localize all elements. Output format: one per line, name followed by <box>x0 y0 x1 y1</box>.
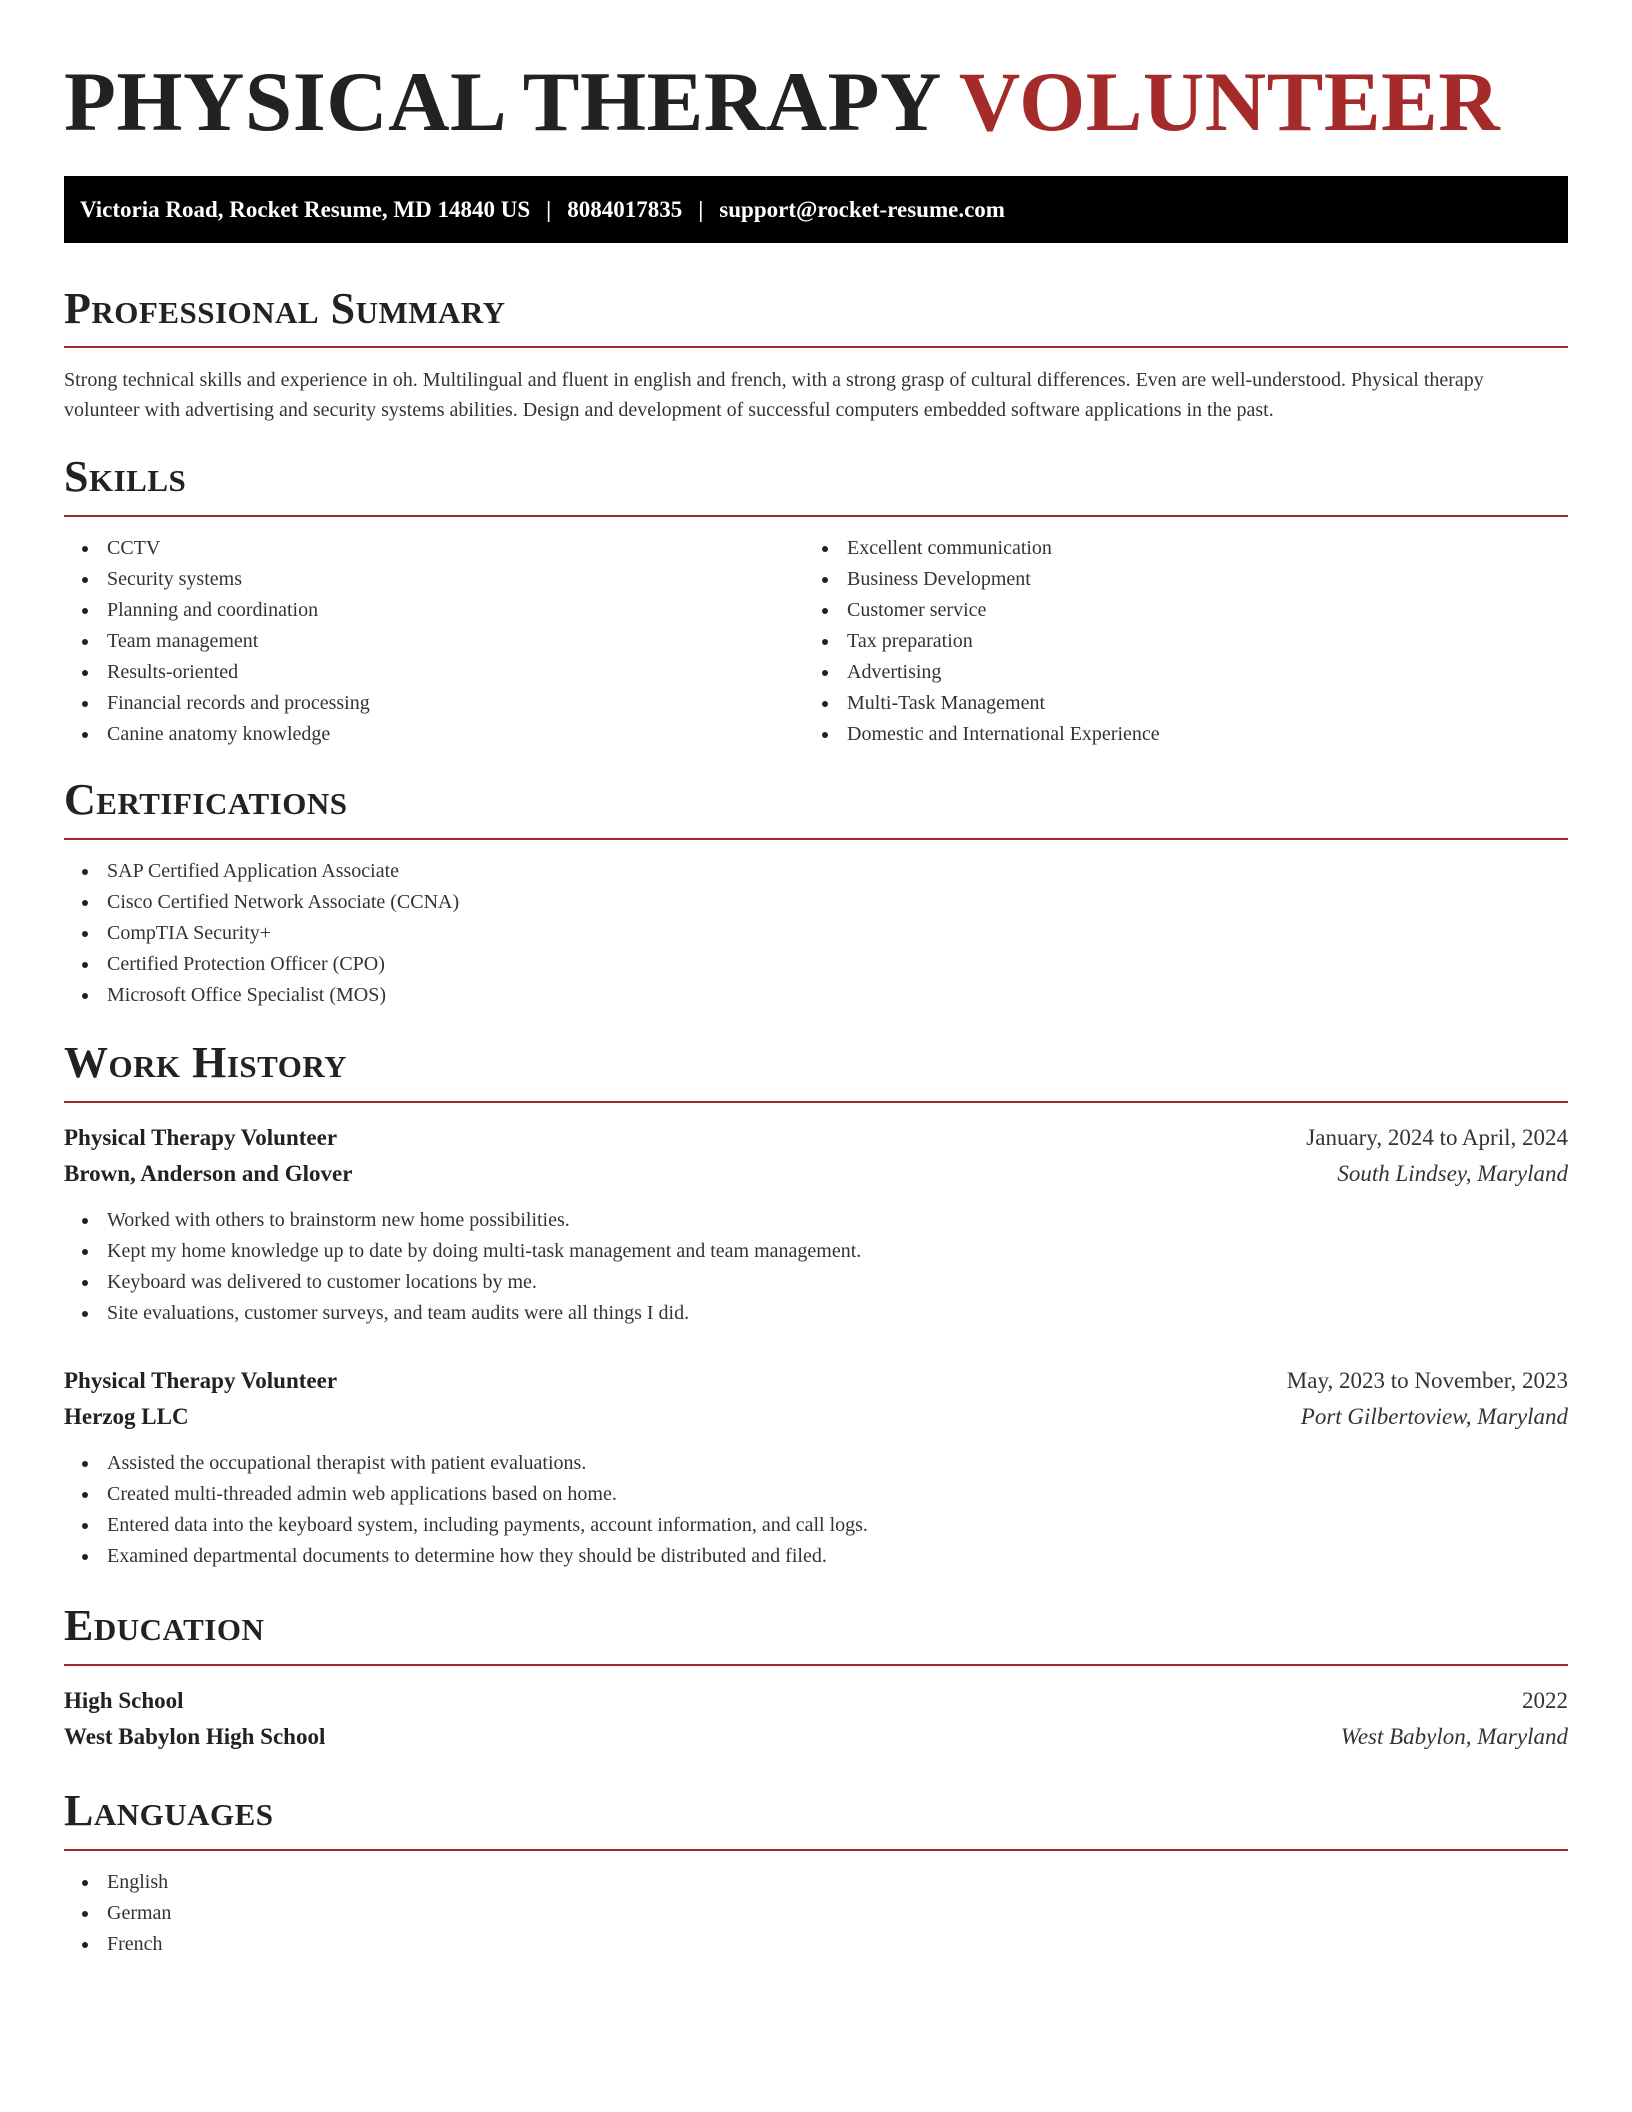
skill-item: Tax preparation <box>804 626 1544 657</box>
skills-heading: Skills <box>64 452 187 501</box>
certification-item: Cisco Certified Network Associate (CCNA) <box>64 887 1568 918</box>
summary-heading: Professional Summary <box>64 284 506 333</box>
section-divider <box>64 838 1568 840</box>
contact-phone: 8084017835 <box>567 197 683 222</box>
job-duty: Kept my home knowledge up to date by doing multi-task management and team management. <box>64 1236 1568 1267</box>
languages-heading: Languages <box>64 1786 274 1835</box>
summary-text: Strong technical skills and experience in oh. Multilingual and fluent in english and french, with a strong grasp of cultural differences. Even are well-understood. Physical therapy volunteer with advertising and security systems abilities. Design and development of successful computers embedded software applications in the past. <box>64 369 1484 421</box>
name-accent: VOLUNTEER <box>958 55 1501 149</box>
education-school: West Babylon High School <box>64 1724 326 1749</box>
skill-item: Canine anatomy knowledge <box>64 719 804 750</box>
certification-item: CompTIA Security+ <box>64 918 1568 949</box>
job-duty: Worked with others to brainstorm new home possibilities. <box>64 1205 1568 1236</box>
skill-item: Excellent communication <box>804 533 1544 564</box>
job-dates: January, 2024 to April, 2024 <box>1306 1125 1568 1150</box>
skill-item: Multi-Task Management <box>804 688 1544 719</box>
job-location: Port Gilbertoview, Maryland <box>1300 1404 1568 1429</box>
skill-item: Results-oriented <box>64 657 804 688</box>
job-duties-list <box>64 1448 1568 1572</box>
skill-item: Security systems <box>64 564 804 595</box>
language-item: German <box>64 1898 1568 1929</box>
job-duty: Site evaluations, customer surveys, and team audits were all things I did. <box>64 1298 1568 1329</box>
education-heading: Education <box>64 1601 265 1650</box>
job-title: Physical Therapy Volunteer <box>64 1368 338 1393</box>
job-company: Brown, Anderson and Glover <box>64 1161 353 1186</box>
job-duty: Assisted the occupational therapist with patient evaluations. <box>64 1448 1568 1479</box>
section-divider <box>64 515 1568 517</box>
language-item: French <box>64 1929 1568 1960</box>
education-location: West Babylon, Maryland <box>1340 1724 1568 1749</box>
contact-separator: | <box>546 197 552 222</box>
job-dates: May, 2023 to November, 2023 <box>1286 1368 1568 1393</box>
skills-columns <box>64 533 1568 750</box>
job-duty: Entered data into the keyboard system, including payments, account information, and call logs. <box>64 1510 1568 1541</box>
skills-list-left <box>64 533 804 750</box>
name-main: PHYSICAL THERAPY <box>64 55 939 149</box>
education-school-row <box>64 1719 1568 1755</box>
certification-item: Microsoft Office Specialist (MOS) <box>64 980 1568 1011</box>
skill-item: Advertising <box>804 657 1544 688</box>
skill-item: Team management <box>64 626 804 657</box>
job-company-row <box>64 1399 1568 1435</box>
job-company: Herzog LLC <box>64 1404 189 1429</box>
job-entry <box>64 1120 1568 1329</box>
section-divider <box>64 346 1568 348</box>
contact-address: Victoria Road, Rocket Resume, MD 14840 US <box>80 197 531 222</box>
skills-list-right <box>804 533 1544 750</box>
certifications-heading: Certifications <box>64 775 348 824</box>
education-degree: High School <box>64 1688 184 1713</box>
job-company-row <box>64 1156 1568 1192</box>
section-divider <box>64 1664 1568 1666</box>
certifications-list <box>64 856 1568 1011</box>
certification-item: Certified Protection Officer (CPO) <box>64 949 1568 980</box>
job-title: Physical Therapy Volunteer <box>64 1125 338 1150</box>
resume-name-heading <box>64 0 1568 152</box>
languages-list <box>64 1867 1568 1960</box>
section-divider <box>64 1101 1568 1103</box>
education-year: 2022 <box>1522 1688 1568 1713</box>
skill-item: Customer service <box>804 595 1544 626</box>
section-divider <box>64 1849 1568 1851</box>
contact-bar <box>64 176 1568 243</box>
job-header-row <box>64 1120 1568 1156</box>
skill-item: Domestic and International Experience <box>804 719 1544 750</box>
skill-item: Planning and coordination <box>64 595 804 626</box>
job-header-row <box>64 1363 1568 1399</box>
education-entry <box>64 1683 1568 1755</box>
certification-item: SAP Certified Application Associate <box>64 856 1568 887</box>
job-duty: Examined departmental documents to determine how they should be distributed and filed. <box>64 1541 1568 1572</box>
job-entry <box>64 1363 1568 1572</box>
job-duty: Keyboard was delivered to customer locations by me. <box>64 1267 1568 1298</box>
education-degree-row <box>64 1683 1568 1719</box>
language-item: English <box>64 1867 1568 1898</box>
job-location: South Lindsey, Maryland <box>1337 1161 1568 1186</box>
skill-item: Business Development <box>804 564 1544 595</box>
skill-item: CCTV <box>64 533 804 564</box>
job-duty: Created multi-threaded admin web applications based on home. <box>64 1479 1568 1510</box>
contact-separator: | <box>698 197 704 222</box>
work-history-heading: Work History <box>64 1038 348 1087</box>
skill-item: Financial records and processing <box>64 688 804 719</box>
job-duties-list <box>64 1205 1568 1329</box>
contact-email: support@rocket-resume.com <box>719 197 1005 222</box>
